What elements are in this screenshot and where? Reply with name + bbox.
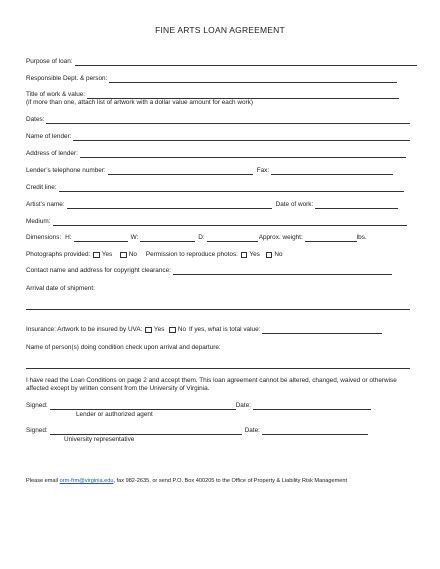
credit-row [26, 184, 404, 192]
purpose-field[interactable] [75, 59, 417, 66]
uni-signed-label: Signed: [26, 427, 48, 434]
weight-field[interactable] [305, 235, 357, 242]
footer-prefix: Please email [26, 478, 60, 484]
arrival-row [26, 285, 95, 293]
insurance-yes-label: Yes [153, 326, 165, 333]
lender-role-caption: Lender or authorized agent [76, 411, 153, 418]
photos-no-label: No [128, 251, 137, 258]
uni-signature-field[interactable] [50, 428, 242, 435]
title-work-row [26, 91, 399, 99]
condition-label: Name of person(s) doing condition check upon arrival and departure: [26, 344, 221, 351]
footer-instructions [26, 478, 347, 484]
credit-label: Credit line: [26, 184, 57, 191]
lender-date-field[interactable] [253, 403, 371, 410]
fax-field[interactable] [271, 168, 393, 175]
lender-signature-field[interactable] [50, 403, 236, 410]
dates-field[interactable] [46, 117, 410, 124]
dim-h-field[interactable] [74, 235, 128, 242]
title-work-field[interactable] [87, 92, 399, 99]
photos-yes-label: Yes [101, 251, 113, 258]
insurance-label: Insurance: Artwork to be insured by UVA: [26, 326, 143, 333]
purpose-row [26, 58, 417, 66]
purpose-label: Purpose of loan: [26, 58, 73, 65]
lender-phone-row [26, 167, 393, 175]
photos-row [26, 251, 283, 259]
dimensions-label: Dimensions: [26, 234, 62, 241]
lender-date-label: Date: [235, 402, 251, 409]
credit-field[interactable] [59, 185, 404, 192]
footer-suffix: , fax 982-2635, or send P.O. Box 400205 to the Office of Property & Liability Risk Management [113, 478, 348, 484]
dim-h-label: H: [65, 234, 72, 241]
lender-address-field[interactable] [80, 151, 406, 158]
photos-yes-checkbox[interactable] [93, 252, 100, 259]
contact-row [26, 267, 392, 275]
dept-row [26, 75, 397, 83]
uni-role-caption: University representative [64, 436, 135, 443]
lender-address-label: Address of lender: [26, 150, 78, 157]
dim-w-field[interactable] [140, 235, 195, 242]
lender-name-label: Name of lender: [26, 133, 72, 140]
date-of-work-field[interactable] [315, 202, 398, 209]
condition-field[interactable] [26, 368, 410, 369]
fax-label: Fax: [256, 167, 270, 174]
lender-phone-label: Lender’s telephone number: [26, 167, 106, 174]
medium-row [26, 218, 407, 226]
uni-date-field[interactable] [262, 428, 368, 435]
permission-yes-label: Yes [249, 251, 260, 258]
photos-label: Photographs provided: [26, 251, 91, 258]
contact-field[interactable] [173, 268, 392, 275]
contact-label: Contact name and address for copyright clearance: [26, 267, 171, 274]
dates-label: Dates: [26, 116, 45, 123]
dimensions-row [26, 234, 367, 242]
permission-yes-checkbox[interactable] [241, 252, 248, 259]
lender-signed-label: Signed: [26, 402, 48, 409]
dim-w-label: W: [130, 234, 139, 241]
lbs-label: lbs. [356, 234, 367, 241]
artist-field[interactable] [67, 202, 272, 209]
dept-label: Responsible Dept. & person: [26, 75, 108, 82]
lender-name-row [26, 133, 410, 141]
permission-label: Permission to reproduce photos: [145, 251, 238, 258]
lender-name-field[interactable] [73, 134, 410, 141]
insurance-no-checkbox[interactable] [169, 327, 176, 334]
title-work-label: Title of work & value: [26, 91, 86, 98]
uni-signature-row [26, 427, 368, 435]
medium-field[interactable] [53, 219, 407, 226]
insurance-no-label: No [177, 326, 186, 333]
artist-label: Artist’s name: [26, 201, 65, 208]
condition-row [26, 344, 221, 352]
lender-signature-row [26, 402, 371, 410]
dim-d-label: D: [198, 234, 205, 241]
agreement-text: I have read the Loan Conditions on page 2 and accept them. This loan agreement cannot be altered, changed, waived or otherwise affected except by written consent from the University of Virginia. [26, 377, 397, 392]
lender-phone-field[interactable] [108, 168, 253, 175]
email-link[interactable]: orm-frm@virginia.edu [59, 478, 114, 484]
insured-value-label: If yes, what is total value: [189, 326, 261, 333]
date-of-work-label: Date of work: [275, 201, 314, 208]
arrival-label: Arrival date of shipment: [26, 285, 95, 292]
dim-d-field[interactable] [207, 235, 258, 242]
medium-label: Medium: [26, 218, 51, 225]
dates-row [26, 116, 410, 124]
arrival-field[interactable] [26, 309, 410, 310]
permission-no-checkbox[interactable] [266, 252, 273, 259]
title-work-note: (if more than one, attach list of artwork with a dollar value amount for each work) [26, 99, 253, 106]
artist-row [26, 201, 398, 209]
insured-value-field[interactable] [262, 327, 382, 334]
form-title: FINE ARTS LOAN AGREEMENT [155, 25, 285, 35]
dept-field[interactable] [109, 76, 397, 83]
uni-date-label: Date: [244, 427, 260, 434]
insurance-row [26, 326, 382, 334]
photos-no-checkbox[interactable] [120, 252, 127, 259]
weight-label: Approx. weight: [258, 234, 303, 241]
insurance-yes-checkbox[interactable] [145, 327, 152, 334]
permission-no-label: No [274, 251, 283, 258]
lender-address-row [26, 150, 406, 158]
